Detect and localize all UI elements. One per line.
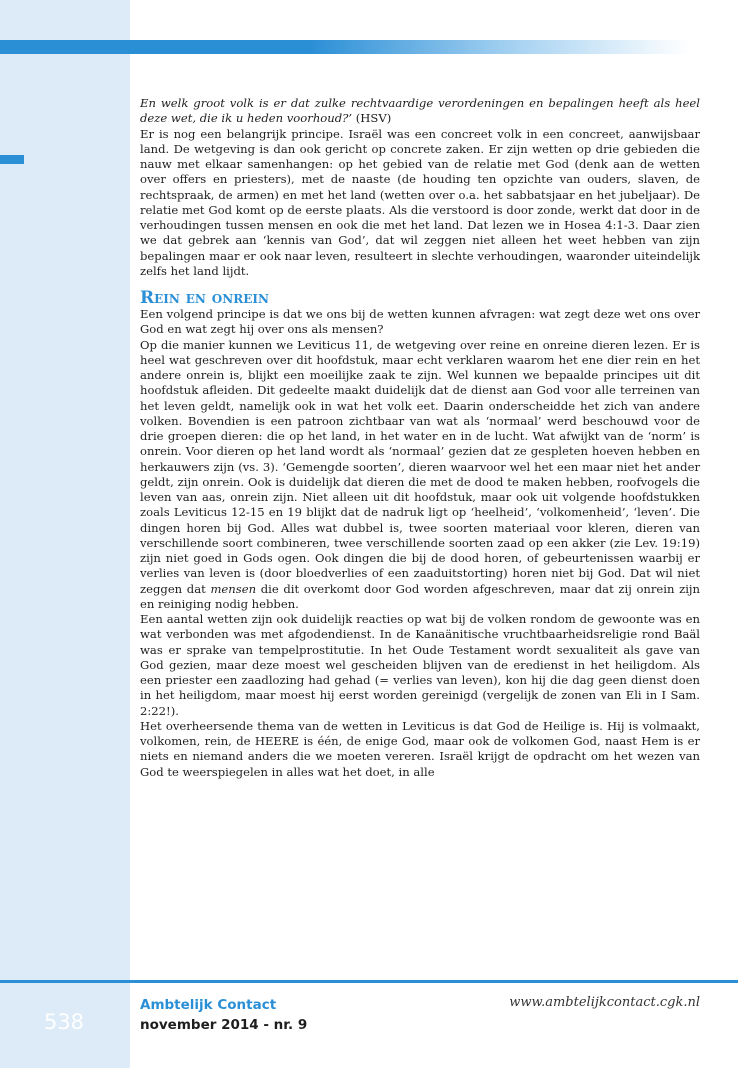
paragraph-holiness: Het overheersende thema van de wetten in Leviticus is dat God de Heilige is. Hij is volmaakt, volkomen, rein, de HEERE is één, de enige God, maar ook de volkomen God, naast Hem is er niets en niemand anders die we moeten vereren. Israël krijgt de opdracht om het wezen van God te weerspiegelen in alles wat het doet, in alle (140, 718, 700, 779)
intro-quote: En welk groot volk is er dat zulke rechtvaardige verordeningen en bepalingen heeft als heel deze wet, die ik u heden voorhoud?’ (140, 96, 700, 126)
issue-label: november 2014 - nr. 9 (140, 1017, 308, 1033)
intro-citation: (HSV) (352, 111, 392, 126)
paragraph-principle: Er is nog een belangrijk principe. Israël was een concreet volk in een concreet, aanwijsbaar land. De wetgeving is dan ook gericht op concrete zaken. Er zijn wetten op drie gebieden die nauw met elkaar samenhangen: op het gebied van de relatie met God (denk aan de wetten over offers en priesters), met de naaste (de houding ten opzichte van ouders, slaven, de rechtspraak, de armen) en met het land (wetten over o.a. het sabbatsjaar en het jubeljaar). De relatie met God komt op de eerste plaats. Als die verstoord is door zonde, werkt dat door in de verhoudingen tussen mensen en ook die met het land. Dat lezen we in Hosea 4:1-3. Daar zien we dat gebrek aan ‘kennis van God’, dat wil zeggen niet alleen het weet hebben van zijn bepalingen maar er ook naar leven, resulteert in slechte verhoudingen, waaronder uiteindelijk zelfs het land lijdt. (140, 126, 700, 278)
paragraph-leviticus-text: Op die manier kunnen we Leviticus 11, de wetgeving over reine en onreine dieren lezen. Er is heel wat geschreven over dit hoofdstuk, maar echt verklaren waarom het ene dier rein en het andere onrein is, blijkt een moeilijke zaak te zijn. Wel kunnen we bepaalde principes uit dit hoofdstuk afleiden. Dit gedeelte maakt duidelijk dat de dienst aan God voor alle terreinen van het leven geldt, namelijk ook in wat het volk eet. Daarin onderscheidde het zich van andere volken. Bovendien is een patroon zichtbaar van wat als ‘normaal’ werd beschouwd voor de drie groepen dieren: die op het land, in het water en in de lucht. Wat afwijkt van de ‘norm’ is onrein. Voor dieren op het land wordt als ‘normaal’ gezien dat ze gespleten hoeven hebben en herkauwers zijn (vs. 3). ‘Gemengde soorten’, dieren waarvoor wel het een maar niet het ander geldt, zijn onrein. Ook is duidelijk dat dieren die met de dood te maken hebben, roofvogels die leven van aas, onrein zijn. Niet alleen uit dit hoofdstuk, maar ook uit volgende hoofdstukken zoals Leviticus 12-15 en 19 blijkt dat de nadruk ligt op ‘heelheid’, ‘volkomenheid’, ‘leven’. Die dingen horen bij God. Alles wat dubbel is, twee soorten materiaal voor kleren, dieren van verschillende soort combineren, twee verschillende soorten zaad op een akker (zie Lev. 19:19) zijn niet goed in Gods ogen. Ook dingen die bij de dood horen, of gebeurtenissen waarbij er verlies van leven is (door bloedverlies of een zaaduitstorting) horen niet bij God. Dat wil niet zeggen dat (140, 337, 700, 596)
magazine-title: Ambtelijk Contact (140, 997, 277, 1013)
paragraph-leviticus-emphasis: mensen (210, 581, 257, 596)
paragraph-leviticus-end: die dit overkomt door God worden afgeschreven, maar dat zij onrein zijn en reiniging nodig hebben. (140, 581, 700, 611)
section-heading: Rein en onrein (140, 288, 269, 308)
article-body (140, 96, 700, 780)
paragraph-reactions: Een aantal wetten zijn ook duidelijk reacties op wat bij de volken rondom de gewoonte was en wat verbonden was met afgodendienst. In de Kanaänitische vruchtbaarheidsreligie rond Baäl was er sprake van tempelprostitutie. In het Oude Testament wordt sexualiteit als gave van God gezien, maar deze moest wel gescheiden blijven van de eredienst in het heiligdom. Als een priester een zaadlozing had gehad (= verlies van leven), kon hij die dag geen dienst doen in het heiligdom, maar moest hij eerst worden gereinigd (vergelijk de zonen van Eli in I Sam. 2:22!). (140, 612, 700, 718)
footer-masthead (140, 995, 307, 1035)
footer-rule (0, 980, 738, 983)
intro-paragraph (140, 96, 700, 127)
paragraph-question: Een volgend principe is dat we ons bij de wetten kunnen afvragen: wat zegt deze wet ons over God en wat zegt hij over ons als mensen? (140, 307, 700, 337)
page-number: 538 (43, 1010, 85, 1034)
header-color-bar (0, 40, 690, 54)
website-link[interactable]: www.ambtelijkcontact.cgk.nl (509, 995, 700, 1010)
side-marker (0, 155, 24, 164)
paragraph-leviticus (140, 338, 700, 613)
